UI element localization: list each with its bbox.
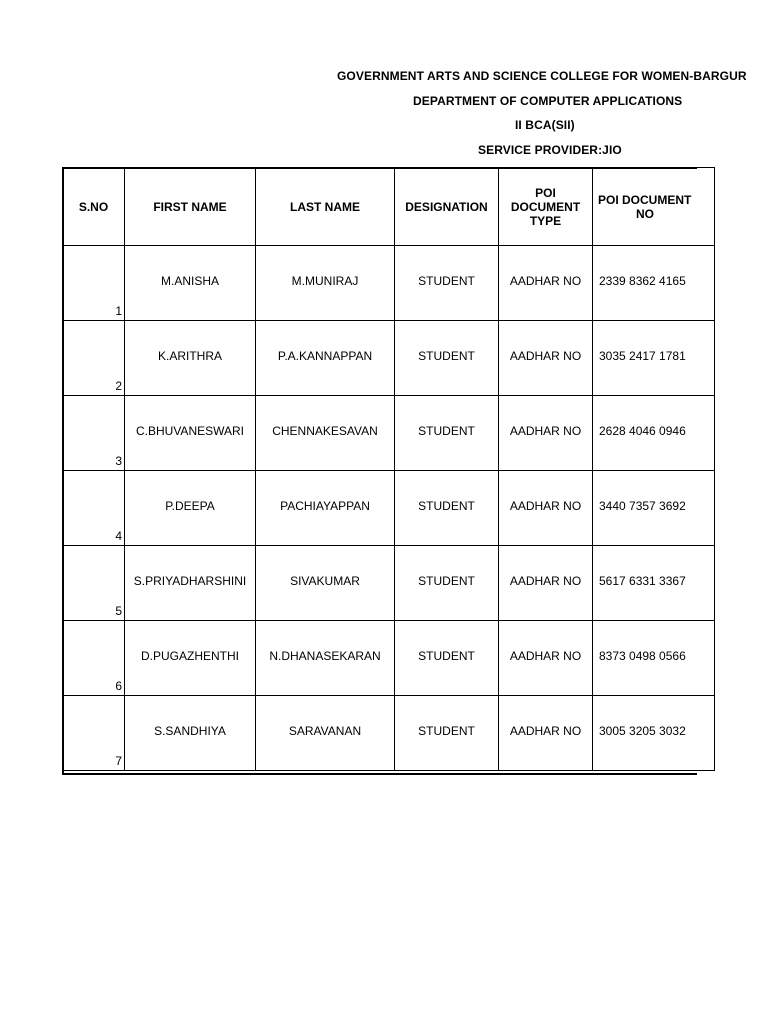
cell-designation: STUDENT (395, 471, 499, 546)
cell-poi-no: 3440 7357 3692 (593, 471, 715, 546)
column-header-designation: DESIGNATION (395, 168, 499, 246)
department-name: DEPARTMENT OF COMPUTER APPLICATIONS (413, 94, 683, 108)
cell-sno: 2 (63, 321, 125, 396)
table-row (63, 396, 715, 471)
cell-designation: STUDENT (395, 396, 499, 471)
cell-last-name: P.A.KANNAPPAN (256, 321, 395, 396)
cell-first-name: D.PUGAZHENTHI (125, 621, 256, 696)
cell-poi-no: 3035 2417 1781 (593, 321, 715, 396)
cell-poi-no: 5617 6331 3367 (593, 546, 715, 621)
class-name: II BCA(SII) (515, 118, 575, 132)
student-table (62, 167, 715, 771)
cell-poi-no: 2339 8362 4165 (593, 246, 715, 321)
cell-designation: STUDENT (395, 621, 499, 696)
table-row (63, 546, 715, 621)
cell-sno: 6 (63, 621, 125, 696)
cell-first-name: S.SANDHIYA (125, 696, 256, 771)
cell-poi-type: AADHAR NO (499, 246, 593, 321)
column-header-poi-type: POI DOCUMENT TYPE (499, 168, 593, 246)
cell-poi-type: AADHAR NO (499, 471, 593, 546)
cell-designation: STUDENT (395, 321, 499, 396)
cell-first-name: M.ANISHA (125, 246, 256, 321)
service-provider: SERVICE PROVIDER:JIO (478, 143, 622, 157)
cell-poi-type: AADHAR NO (499, 696, 593, 771)
cell-first-name: P.DEEPA (125, 471, 256, 546)
table-header-row (63, 168, 715, 246)
college-name: GOVERNMENT ARTS AND SCIENCE COLLEGE FOR WOMEN-BARGUR (337, 69, 747, 83)
cell-first-name: K.ARITHRA (125, 321, 256, 396)
student-table-container (62, 167, 697, 775)
cell-poi-no: 2628 4046 0946 (593, 396, 715, 471)
cell-last-name: SIVAKUMAR (256, 546, 395, 621)
cell-last-name: M.MUNIRAJ (256, 246, 395, 321)
table-row (63, 246, 715, 321)
column-header-first-name: FIRST NAME (125, 168, 256, 246)
column-header-sno: S.NO (63, 168, 125, 246)
column-header-poi-no: POI DOCUMENT NO (593, 168, 715, 246)
cell-last-name: CHENNAKESAVAN (256, 396, 395, 471)
cell-sno: 3 (63, 396, 125, 471)
cell-sno: 4 (63, 471, 125, 546)
cell-poi-type: AADHAR NO (499, 321, 593, 396)
cell-sno: 7 (63, 696, 125, 771)
cell-poi-type: AADHAR NO (499, 546, 593, 621)
table-row (63, 696, 715, 771)
table-row (63, 471, 715, 546)
table-row (63, 321, 715, 396)
cell-poi-type: AADHAR NO (499, 621, 593, 696)
cell-sno: 5 (63, 546, 125, 621)
cell-poi-no: 8373 0498 0566 (593, 621, 715, 696)
cell-designation: STUDENT (395, 546, 499, 621)
cell-poi-type: AADHAR NO (499, 396, 593, 471)
cell-designation: STUDENT (395, 696, 499, 771)
cell-last-name: N.DHANASEKARAN (256, 621, 395, 696)
column-header-last-name: LAST NAME (256, 168, 395, 246)
table-row (63, 621, 715, 696)
cell-last-name: PACHIAYAPPAN (256, 471, 395, 546)
cell-poi-no: 3005 3205 3032 (593, 696, 715, 771)
cell-first-name: S.PRIYADHARSHINI (125, 546, 256, 621)
cell-last-name: SARAVANAN (256, 696, 395, 771)
cell-sno: 1 (63, 246, 125, 321)
cell-first-name: C.BHUVANESWARI (125, 396, 256, 471)
cell-designation: STUDENT (395, 246, 499, 321)
